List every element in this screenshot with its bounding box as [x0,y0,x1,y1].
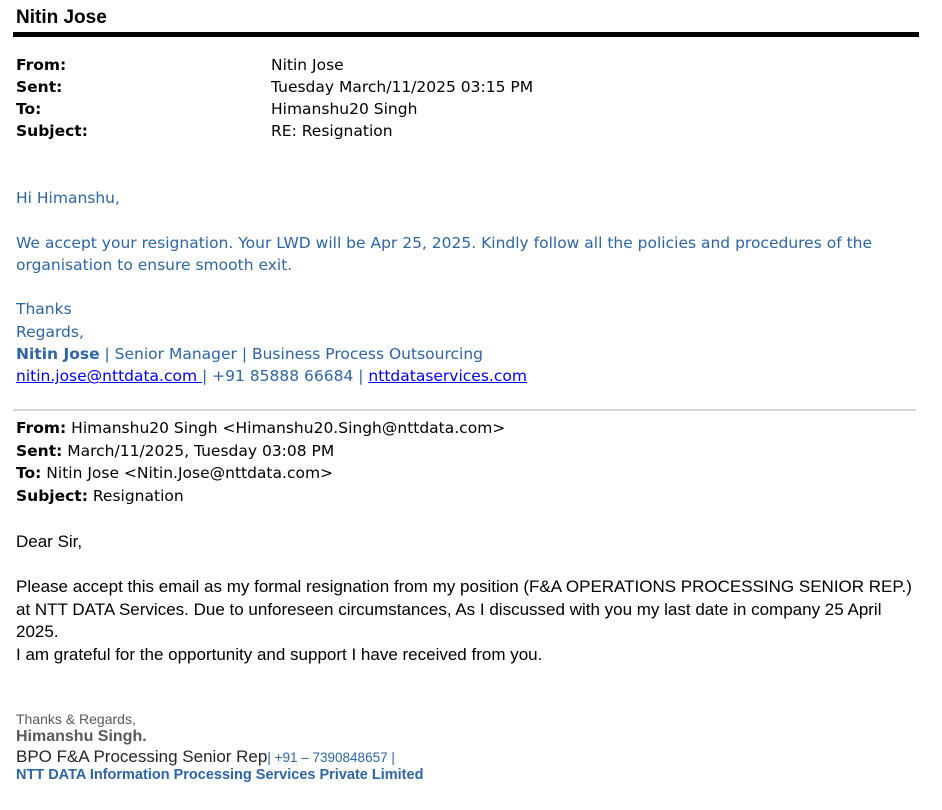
original-from-row [16,417,505,440]
reply-message: We accept your resignation. Your LWD will be Apr 25, 2025. Kindly follow all the policies and procedures of the organisation to ensure smooth exit. [16,233,873,274]
original-header [16,417,505,508]
to-label: To: [16,100,42,118]
signature-phone: | +91 85888 66684 | [202,367,369,386]
original-to-value: Nitin Jose <Nitin.Jose@nttdata.com> [41,464,334,483]
original-sent-label: Sent: [16,441,63,460]
original-paragraph-1: Please accept this email as my formal resignation from my position (F&A OPERATIONS PROCESSING SENIOR REP.) at NTT DATA Services. Due to unforeseen circumstances, As I discussed with you my last date in company 25 April 2025. [16,577,912,641]
reply-body [16,187,916,388]
original-subject-label: Subject: [16,487,88,506]
original-subject-value: Resignation [87,487,184,506]
message-separator [13,409,916,411]
original-sig-phone: | +91 – 7390848657 | [267,750,395,765]
original-sig-title: BPO F&A Processing Senior Rep [16,747,268,766]
reply-regards: Regards, [16,322,84,341]
title-divider [13,32,919,37]
original-salutation: Dear Sir, [16,532,83,551]
original-subject-row [16,485,505,508]
original-sent-row [16,440,505,463]
signature-title: | Senior Manager | Business Process Outsourcing [99,345,483,364]
from-value: Nitin Jose [271,56,344,74]
from-label: From: [16,56,67,74]
original-from-label: From: [16,419,67,437]
subject-value: RE: Resignation [271,122,393,140]
original-to-label: To: [16,464,42,483]
original-sent-value: March/11/2025, Tuesday 03:08 PM [62,441,335,460]
reply-signature [16,343,916,365]
original-from-value: Himanshu20 Singh <Himanshu20.Singh@nttdata.com> [66,419,506,437]
email-title: Nitin Jose [16,7,107,28]
original-to-row [16,462,505,485]
original-sig-name: Himanshu Singh. [16,728,147,745]
signature-email-link[interactable]: nitin.jose@nttdata.com [16,367,203,386]
original-sig-company: NTT DATA Information Processing Services Private Limited [16,767,424,783]
signature-name: Nitin Jose [16,345,100,364]
original-body [16,576,916,666]
signature-website-link[interactable]: nttdataservices.com [368,367,527,386]
reply-contact [16,365,916,387]
original-paragraph-2: I am grateful for the opportunity and support I have received from you. [16,644,543,664]
subject-label: Subject: [16,122,88,140]
original-sig-title-row [16,747,395,767]
reply-greeting: Hi Himanshu, [16,189,120,207]
reply-thanks: Thanks [16,300,72,319]
sent-label: Sent: [16,78,63,96]
original-sig-regards: Thanks & Regards, [16,711,136,727]
sent-value: Tuesday March/11/2025 03:15 PM [271,78,534,96]
to-value: Himanshu20 Singh [271,100,418,118]
